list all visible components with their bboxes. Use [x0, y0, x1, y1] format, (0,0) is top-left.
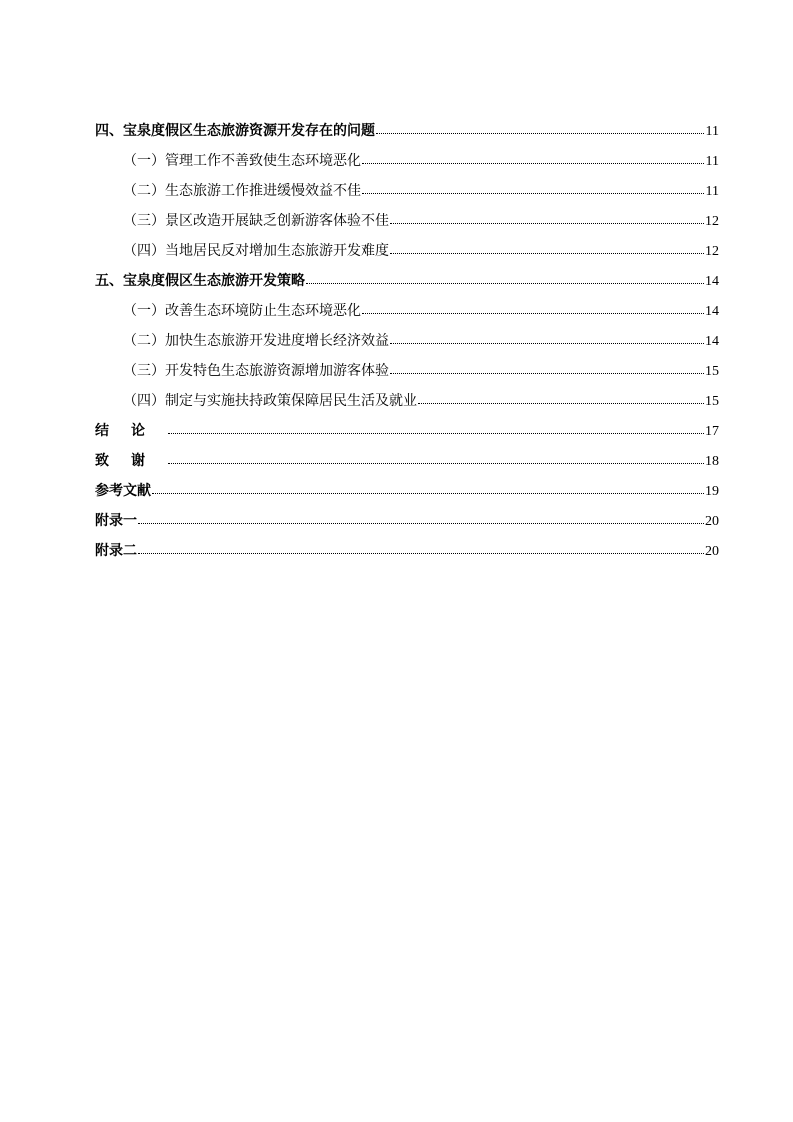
toc-entry-page: 20 [705, 514, 719, 529]
toc-entry-title: （四）当地居民反对增加生态旅游开发难度 [123, 243, 389, 259]
toc-entry-page: 11 [705, 184, 719, 199]
toc-dot-leader [168, 461, 704, 464]
toc-entry-page: 15 [705, 364, 719, 379]
toc-entry-page: 18 [705, 454, 719, 469]
toc-entry-appendix-1[interactable] [95, 506, 719, 536]
toc-entry-title: 结论 [95, 423, 167, 439]
toc-dot-leader [376, 131, 704, 134]
toc-entry-title: 附录二 [95, 543, 137, 559]
toc-entry-5-1[interactable] [95, 296, 719, 326]
toc-entry-title: （一）管理工作不善致使生态环境恶化 [123, 153, 361, 169]
toc-entry-4-3[interactable] [95, 206, 719, 236]
toc-entry-title: 五、宝泉度假区生态旅游开发策略 [95, 273, 305, 289]
toc-dot-leader [362, 161, 704, 164]
toc-entry-title: （三）开发特色生态旅游资源增加游客体验 [123, 363, 389, 379]
toc-dot-leader [168, 431, 704, 434]
toc-dot-leader [306, 281, 704, 284]
toc-entry-4-1[interactable] [95, 146, 719, 176]
toc-dot-leader [138, 551, 704, 554]
toc-dot-leader [362, 311, 704, 314]
toc-entry-page: 14 [705, 334, 719, 349]
toc-entry-title: 参考文献 [95, 483, 151, 499]
toc-entry-page: 11 [705, 124, 719, 139]
toc-entry-title: （一）改善生态环境防止生态环境恶化 [123, 303, 361, 319]
toc-entry-acknowledgements[interactable] [95, 446, 719, 476]
toc-dot-leader [390, 341, 704, 344]
toc-dot-leader [152, 491, 704, 494]
toc-entry-section-4[interactable] [95, 116, 719, 146]
toc-entry-5-3[interactable] [95, 356, 719, 386]
toc-entry-title: 致谢 [95, 453, 167, 469]
toc-entry-title: 附录一 [95, 513, 137, 529]
toc-entry-page: 14 [705, 274, 719, 289]
toc-dot-leader [418, 401, 704, 404]
toc-entry-page: 12 [705, 214, 719, 229]
toc-entry-page: 20 [705, 544, 719, 559]
toc-entry-page: 14 [705, 304, 719, 319]
toc-dot-leader [362, 191, 704, 194]
toc-entry-5-2[interactable] [95, 326, 719, 356]
toc-entry-4-2[interactable] [95, 176, 719, 206]
toc-entry-page: 17 [705, 424, 719, 439]
toc-entry-5-4[interactable] [95, 386, 719, 416]
table-of-contents [95, 116, 719, 566]
toc-entry-title: 四、宝泉度假区生态旅游资源开发存在的问题 [95, 123, 375, 139]
toc-entry-title: （二）生态旅游工作推进缓慢效益不佳 [123, 183, 361, 199]
toc-entry-section-5[interactable] [95, 266, 719, 296]
toc-dot-leader [390, 251, 704, 254]
toc-entry-page: 11 [705, 154, 719, 169]
toc-entry-title: （二）加快生态旅游开发进度增长经济效益 [123, 333, 389, 349]
toc-dot-leader [390, 221, 704, 224]
toc-entry-title: （四）制定与实施扶持政策保障居民生活及就业 [123, 393, 417, 409]
toc-entry-references[interactable] [95, 476, 719, 506]
toc-dot-leader [390, 371, 704, 374]
toc-entry-4-4[interactable] [95, 236, 719, 266]
toc-entry-appendix-2[interactable] [95, 536, 719, 566]
toc-entry-page: 12 [705, 244, 719, 259]
toc-entry-page: 15 [705, 394, 719, 409]
toc-entry-conclusion[interactable] [95, 416, 719, 446]
toc-entry-title: （三）景区改造开展缺乏创新游客体验不佳 [123, 213, 389, 229]
toc-dot-leader [138, 521, 704, 524]
toc-entry-page: 19 [705, 484, 719, 499]
